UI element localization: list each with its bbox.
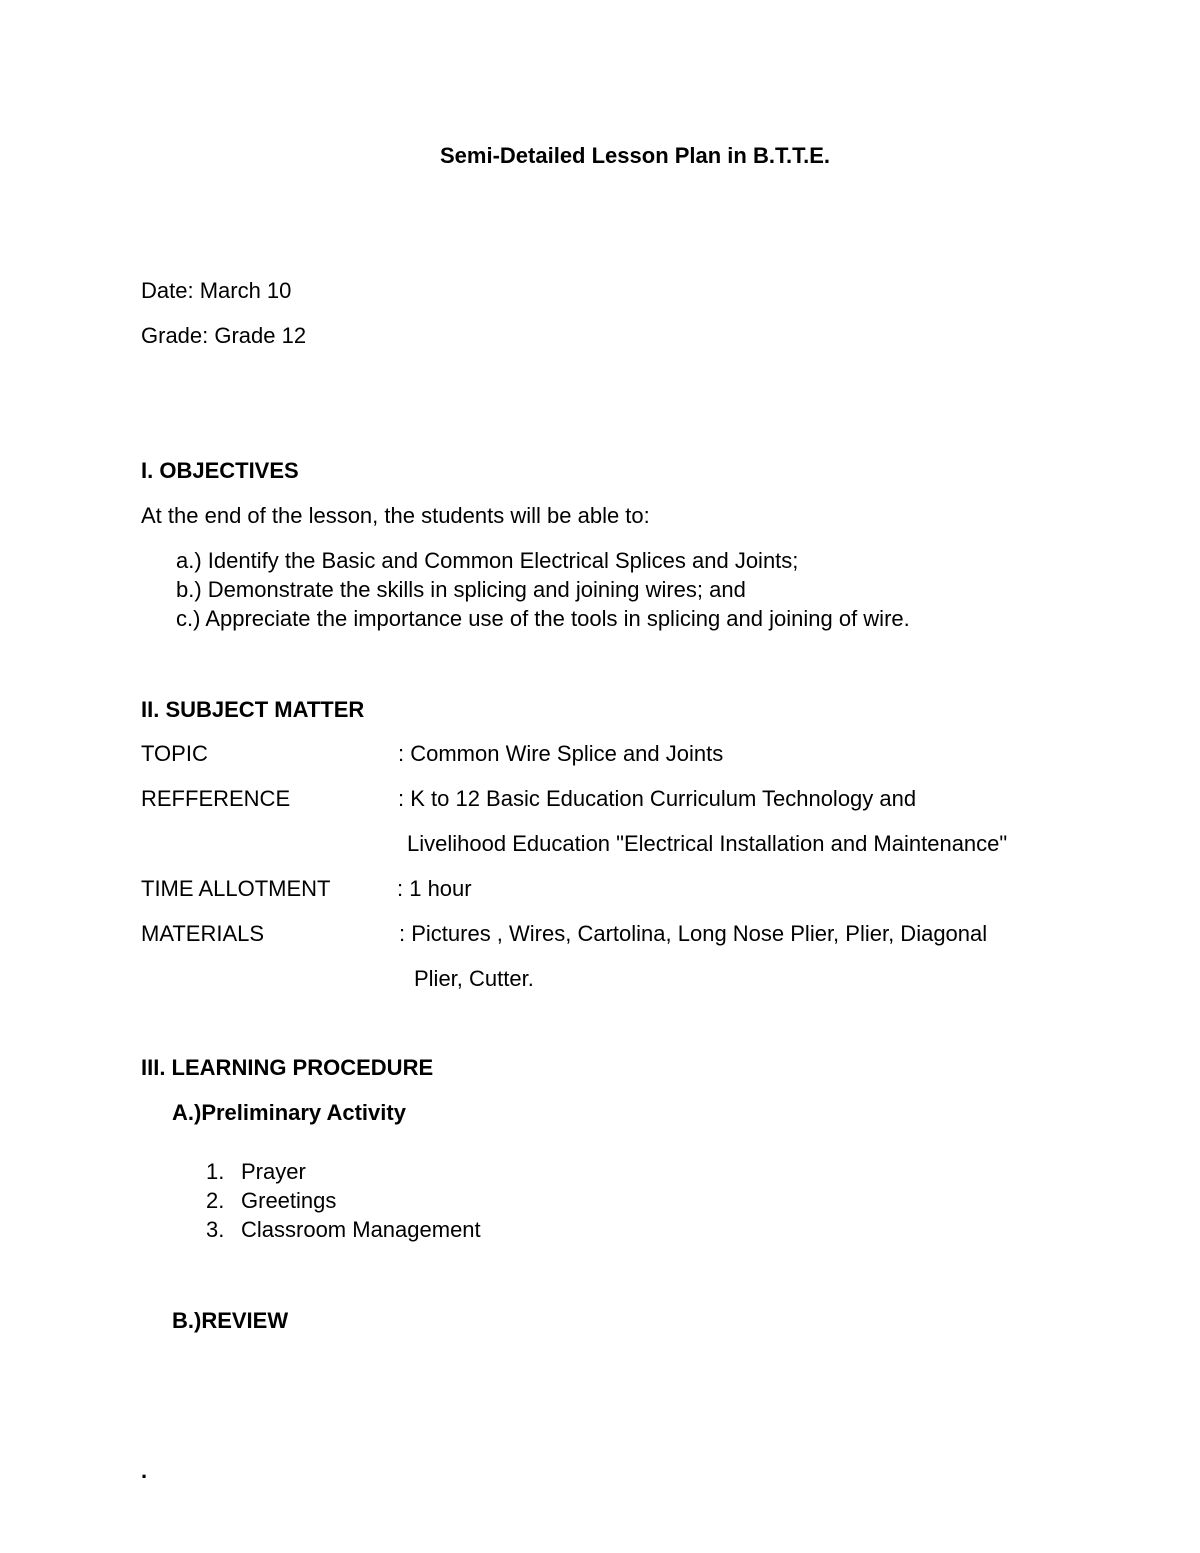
reference-value-continued: Livelihood Education "Electrical Installation and Maintenance" — [407, 831, 1008, 856]
grade-line: Grade: Grade 12 — [141, 323, 307, 348]
list-item-prayer: Prayer — [241, 1159, 306, 1184]
list-item-classroom-management: Classroom Management — [241, 1217, 481, 1242]
topic-value: : Common Wire Splice and Joints — [398, 741, 724, 766]
time-allotment-value: : 1 hour — [397, 876, 472, 901]
list-number: 1. — [206, 1159, 225, 1184]
reference-label: REFFERENCE — [141, 786, 291, 811]
materials-value-continued: Plier, Cutter. — [414, 966, 534, 991]
reference-value: : K to 12 Basic Education Curriculum Technology and — [398, 786, 917, 811]
objective-item-b: b.) Demonstrate the skills in splicing and joining wires; and — [176, 577, 746, 602]
objective-item-c: c.) Appreciate the importance use of the tools in splicing and joining of wire. — [176, 606, 910, 631]
objectives-intro: At the end of the lesson, the students will be able to: — [141, 503, 650, 528]
objective-item-a: a.) Identify the Basic and Common Electrical Splices and Joints; — [176, 548, 799, 573]
learning-procedure-heading: III. LEARNING PROCEDURE — [141, 1055, 434, 1080]
list-number: 3. — [206, 1217, 225, 1242]
page-title: Semi-Detailed Lesson Plan in B.T.T.E. — [440, 143, 830, 168]
footer-mark: . — [141, 1458, 148, 1483]
topic-label: TOPIC — [141, 741, 208, 766]
review-heading: B.)REVIEW — [172, 1308, 289, 1333]
objectives-heading: I. OBJECTIVES — [141, 458, 299, 483]
subject-matter-heading: II. SUBJECT MATTER — [141, 697, 365, 722]
preliminary-activity-heading: A.)Preliminary Activity — [172, 1100, 406, 1125]
materials-label: MATERIALS — [141, 921, 265, 946]
date-line: Date: March 10 — [141, 278, 292, 303]
list-number: 2. — [206, 1188, 225, 1213]
list-item-greetings: Greetings — [241, 1188, 337, 1213]
materials-value: : Pictures , Wires, Cartolina, Long Nose Plier, Plier, Diagonal — [399, 921, 988, 946]
time-allotment-label: TIME ALLOTMENT — [141, 876, 331, 901]
